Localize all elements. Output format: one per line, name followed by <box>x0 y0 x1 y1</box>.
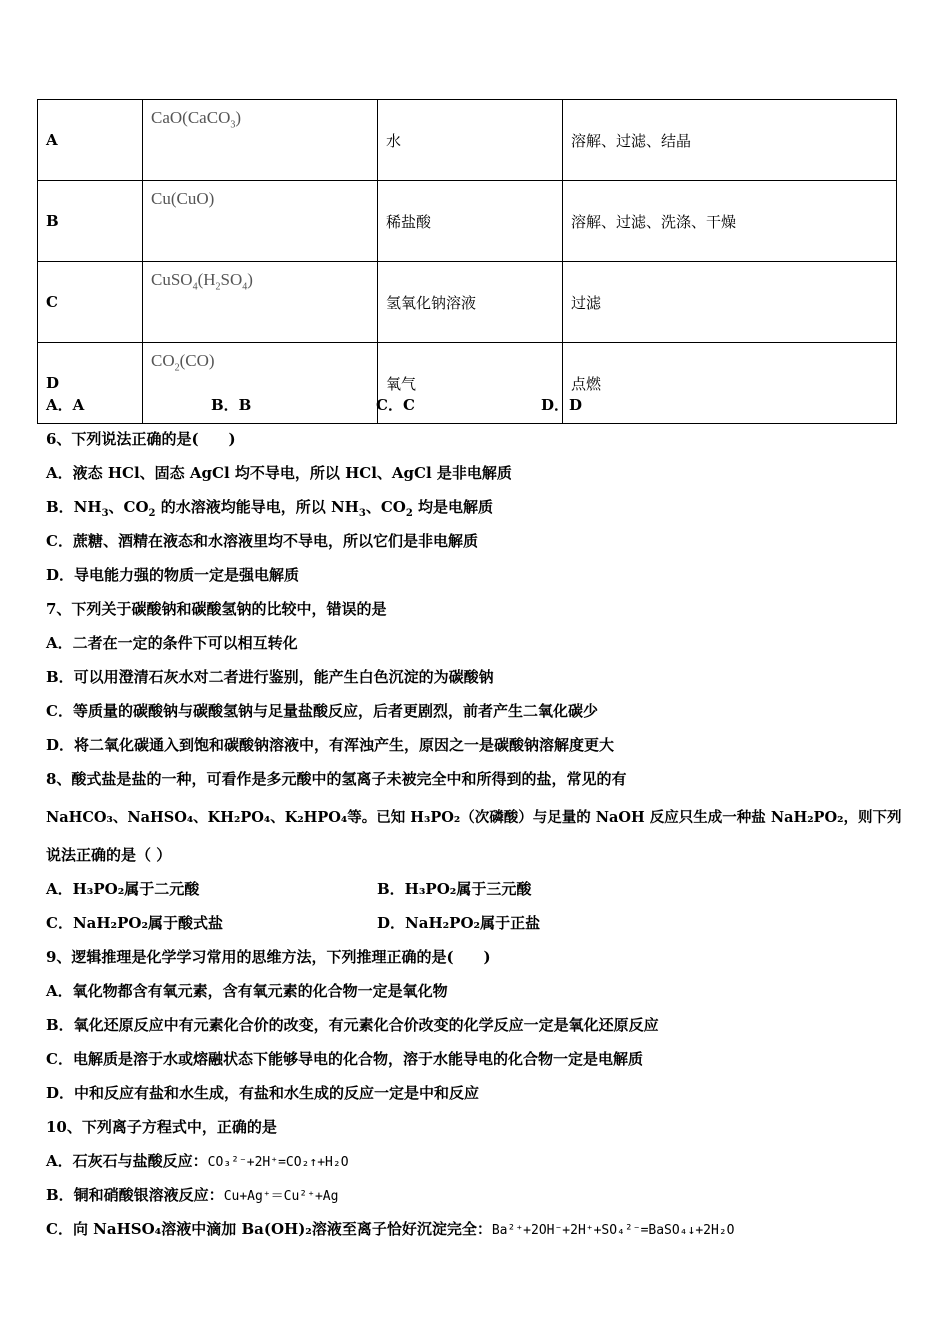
separation-table <box>37 99 897 424</box>
q8-stem-line1: 8、酸式盐是盐的一种，可看作是多元酸中的氢离子未被完全中和所得到的盐，常见的有 <box>46 770 627 788</box>
row-letter: C <box>38 262 143 343</box>
row-letter: B <box>38 181 143 262</box>
reagent-cell: 氧气 <box>378 343 563 424</box>
reagent-cell: 氢氧化钠溶液 <box>378 262 563 343</box>
q9-option-a[interactable]: A．氧化物都含有氧元素，含有氧元素的化合物一定是氧化物 <box>46 982 448 1000</box>
option-d[interactable]: D．D <box>541 396 583 414</box>
method-cell: 过滤 <box>563 262 897 343</box>
q6-option-d[interactable]: D．导电能力强的物质一定是强电解质 <box>46 566 300 584</box>
q7-option-c[interactable]: C．等质量的碳酸钠与碳酸氢钠与足量盐酸反应，后者更剧烈，前者产生二氧化碳少 <box>46 702 598 720</box>
method-cell: 溶解、过滤、洗涤、干燥 <box>563 181 897 262</box>
q10-option-a[interactable]: A．石灰石与盐酸反应：CO₃²⁻+2H⁺=CO₂↑+H₂O <box>46 1152 349 1170</box>
option-b[interactable]: B．B <box>211 396 252 414</box>
q7-option-a[interactable]: A．二者在一定的条件下可以相互转化 <box>46 634 298 652</box>
reagent-cell: 稀盐酸 <box>378 181 563 262</box>
q8-option-d[interactable]: D．NaH₂PO₂属于正盐 <box>377 914 541 932</box>
q6-option-a[interactable]: A．液态 HCl、固态 AgCl 均不导电，所以 HCl、AgCl 是非电解质 <box>46 464 512 482</box>
q9-option-c[interactable]: C．电解质是溶于水或熔融状态下能够导电的化合物，溶于水能导电的化合物一定是电解质 <box>46 1050 643 1068</box>
q8-option-b[interactable]: B．H₃PO₂属于三元酸 <box>377 880 532 898</box>
table-row <box>38 100 897 181</box>
mixture-formula: $CuSO_4(H_2SO_4)$ <box>143 262 378 343</box>
mixture-formula: Cu(CuO) <box>143 181 378 262</box>
q6-option-c[interactable]: C．蔗糖、酒精在液态和水溶液里均不导电，所以它们是非电解质 <box>46 532 478 550</box>
q8-stem-line3: 说法正确的是（ ） <box>46 846 172 864</box>
q10-option-c[interactable]: C．向 NaHSO₄溶液中滴加 Ba(OH)₂溶液至离子恰好沉淀完全：Ba²⁺+2OH⁻+2H⁺+SO₄²⁻=BaSO₄↓+2H₂O <box>46 1220 735 1238</box>
q7-option-b[interactable]: B．可以用澄清石灰水对二者进行鉴别，能产生白色沉淀的为碳酸钠 <box>46 668 494 686</box>
q8-stem-line2: NaHCO₃、NaHSO₄、KH₂PO₄、K₂HPO₄等。已知 H₃PO₂（次磷酸）与足量的 NaOH 反应只生成一种盐 NaH₂PO₂，则下列 <box>46 809 902 826</box>
q9-option-d[interactable]: D．中和反应有盐和水生成，有盐和水生成的反应一定是中和反应 <box>46 1084 480 1102</box>
option-a[interactable]: A．A <box>46 396 85 414</box>
row-letter: A <box>38 100 143 181</box>
q8-option-c[interactable]: C．NaH₂PO₂属于酸式盐 <box>46 914 224 932</box>
method-cell: 溶解、过滤、结晶 <box>563 100 897 181</box>
q10-stem: 10、下列离子方程式中，正确的是 <box>46 1118 277 1136</box>
mixture-formula: CaO(CaCO$_3$) <box>143 100 378 181</box>
q5-answer-options <box>46 394 582 415</box>
row-letter: D <box>38 343 143 424</box>
method-cell: 点燃 <box>563 343 897 424</box>
q8-option-a[interactable]: A．H₃PO₂属于二元酸 <box>46 880 200 898</box>
q7-stem: 7、下列关于碳酸钠和碳酸氢钠的比较中，错误的是 <box>46 600 387 618</box>
q6-option-b[interactable]: B．$NH_3$、$CO_2$ 的水溶液均能导电，所以 $NH_3$、$CO_2$ 均是电解质 <box>46 498 494 519</box>
option-c[interactable]: C．C <box>376 396 415 414</box>
mixture-formula: $CO_2(CO)$ <box>143 343 378 424</box>
table-row <box>38 262 897 343</box>
q10-option-b[interactable]: B．铜和硝酸银溶液反应：Cu+Ag⁺＝Cu²⁺+Ag <box>46 1186 339 1204</box>
q6-stem: 6、下列说法正确的是( ) <box>46 430 236 448</box>
q9-option-b[interactable]: B．氧化还原反应中有元素化合价的改变，有元素化合价改变的化学反应一定是氧化还原反应 <box>46 1016 659 1034</box>
reagent-cell: 水 <box>378 100 563 181</box>
q9-stem: 9、逻辑推理是化学学习常用的思维方法，下列推理正确的是( ) <box>46 948 491 966</box>
table-row <box>38 181 897 262</box>
q7-option-d[interactable]: D．将二氧化碳通入到饱和碳酸钠溶液中，有浑浊产生，原因之一是碳酸钠溶解度更大 <box>46 736 615 754</box>
